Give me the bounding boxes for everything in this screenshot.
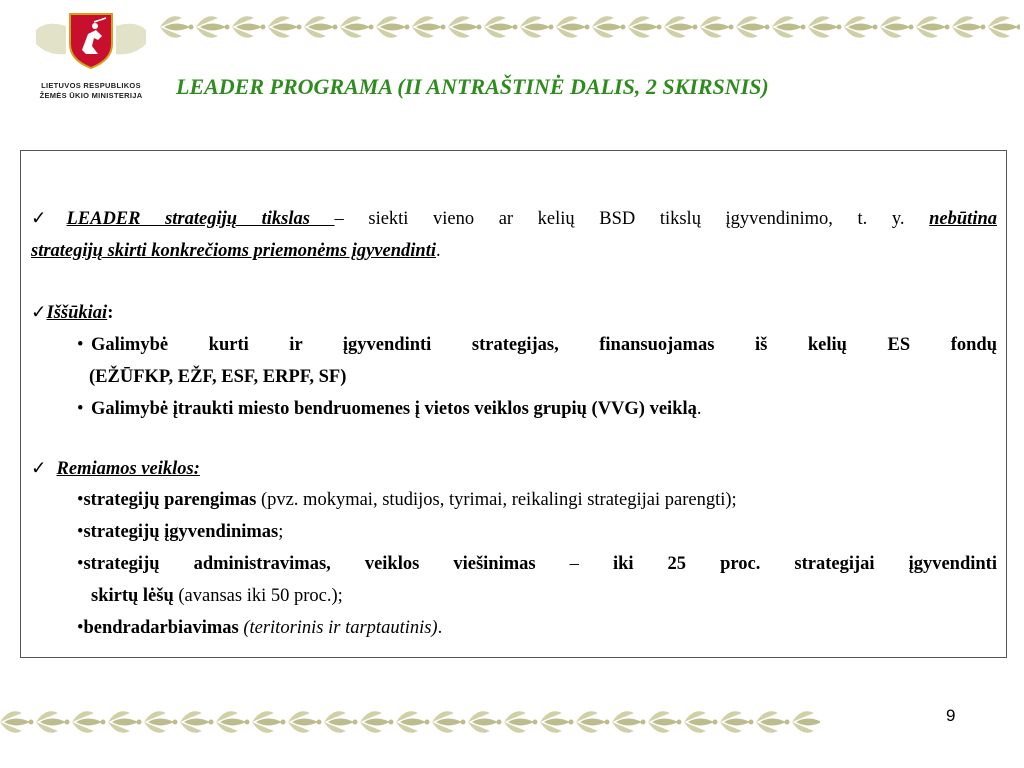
bullet-icon: •	[77, 335, 84, 355]
activity-item1-bold: strategijų parengimas	[83, 490, 257, 510]
content-box	[20, 150, 1007, 658]
bullet-icon: •	[77, 490, 84, 510]
page-number: 9	[946, 706, 956, 725]
goal-line2	[31, 235, 441, 267]
activity-item2-rest: ;	[278, 522, 284, 542]
ministry-name-line1: LIETUVOS RESPUBLIKOS	[41, 81, 141, 90]
goal-text: – siekti vieno ar kelių BSD tikslų įgyvendinimo, t. y.	[334, 209, 930, 229]
goal-emphasis-part1: nebūtina	[929, 209, 997, 229]
activity-item4-end: .	[437, 618, 443, 638]
activity-item4-bold: bendradarbiavimas	[83, 618, 239, 638]
coat-of-arms-icon	[32, 10, 150, 70]
top-ornament-band	[160, 10, 1020, 44]
challenges-heading	[31, 297, 113, 329]
check-icon: ✓	[31, 459, 47, 479]
ministry-logo	[32, 10, 150, 105]
activity-item3-line1	[77, 548, 997, 580]
ministry-name-line2: ŽEMĖS ŪKIO MINISTERIJA	[39, 91, 143, 100]
bullet-icon: •	[77, 399, 84, 419]
challenge-item2-end: .	[696, 399, 702, 419]
activity-item4	[77, 612, 442, 644]
goal-line1	[31, 203, 997, 235]
bottom-ornament-band	[0, 705, 820, 739]
activity-item3-mid: –	[535, 554, 613, 574]
activity-item2-bold: strategijų įgyvendinimas	[83, 522, 279, 542]
activity-item3-bold2: iki 25 proc. strategijai įgyvendinti	[612, 554, 997, 574]
check-icon: ✓	[31, 303, 47, 323]
activity-item1-rest: (pvz. mokymai, studijos, tyrimai, reikalingi strategijai parengti);	[256, 490, 737, 510]
goal-label: LEADER strategijų tikslas	[66, 209, 335, 229]
activity-item3-line2-bold: skirtų lėšų	[91, 586, 174, 606]
challenge-item1-line1: Galimybė kurti ir įgyvendinti strategijas, finansuojamas iš kelių ES fondų	[91, 335, 997, 355]
challenges-label: Iššūkiai	[46, 303, 108, 323]
challenges-colon: :	[107, 303, 114, 323]
slide-title: LEADER PROGRAMA (II ANTRAŠTINĖ DALIS, 2 SKIRSNIS)	[176, 74, 769, 99]
challenge-item2	[91, 393, 702, 425]
bullet-icon: •	[77, 522, 84, 542]
activity-item3-line2	[91, 580, 343, 612]
activity-item1	[77, 484, 737, 516]
check-icon: ✓	[31, 209, 67, 229]
challenge-item2-text: Galimybė įtraukti miesto bendruomenes į vietos veiklos grupių (VVG) veiklą	[91, 399, 697, 419]
activity-item3-line2-rest: (avansas iki 50 proc.);	[173, 586, 343, 606]
activities-label: Remiamos veiklos:	[56, 459, 200, 479]
activity-item4-italic: (teritorinis ir tarptautinis)	[238, 618, 438, 638]
goal-emphasis-part2: strategijų skirti konkrečioms priemonėms įgyvendinti	[31, 241, 436, 261]
activity-item3-bold: strategijų administravimas, veiklos viešinimas	[83, 554, 536, 574]
goal-end: .	[435, 241, 441, 261]
activities-heading	[31, 453, 200, 485]
bullet-icon: •	[77, 618, 84, 638]
activity-item2	[77, 516, 283, 548]
bullet-icon: •	[77, 554, 84, 574]
challenge-item1-line2: (EŽŪFKP, EŽF, ESF, ERPF, SF)	[89, 367, 347, 387]
